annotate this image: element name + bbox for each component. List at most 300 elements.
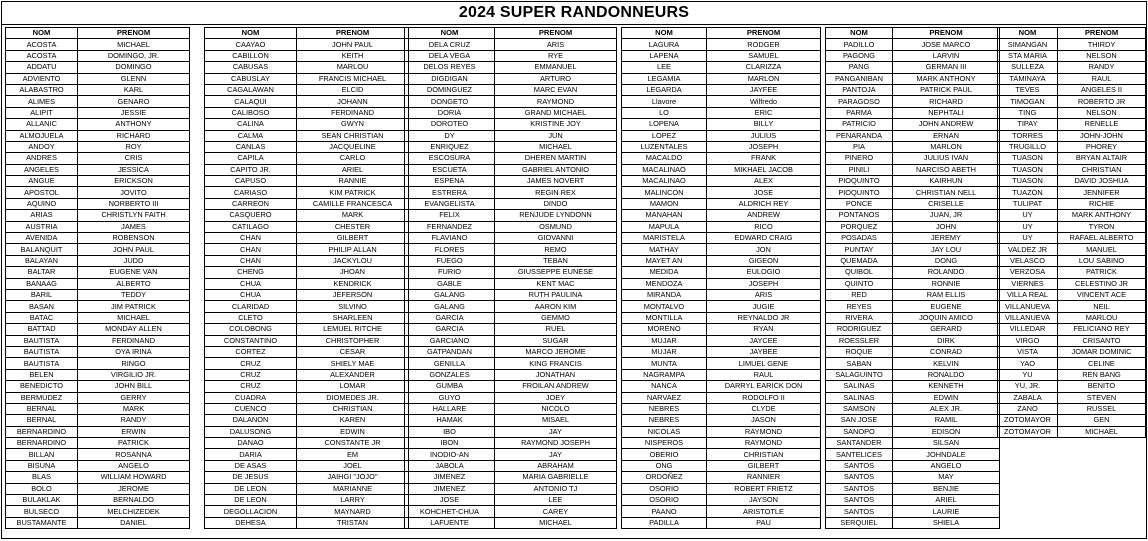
table-row — [6, 381, 190, 392]
prenom-header: PRENOM — [495, 28, 617, 39]
prenom-cell: PATRICK — [78, 438, 190, 449]
nom-cell: DELOS REYES — [405, 62, 495, 73]
prenom-cell: WILLIAM HOWARD — [78, 472, 190, 483]
nom-cell: PANGANIBAN — [826, 73, 893, 84]
prenom-cell: LIMUEL GENE — [707, 358, 821, 369]
prenom-cell: CAREY — [495, 506, 617, 517]
prenom-cell: REMO — [495, 244, 617, 255]
prenom-cell: SAMUEL — [707, 50, 821, 61]
nom-cell: MUJAR — [622, 335, 707, 346]
table-row — [826, 244, 1000, 255]
nom-cell: BASAN — [6, 301, 78, 312]
table-row — [622, 324, 821, 335]
prenom-cell: RICO — [707, 221, 821, 232]
prenom-cell: SHIELY MAE — [297, 358, 409, 369]
prenom-cell: JONATHAN — [495, 369, 617, 380]
nom-cell: PIA — [826, 141, 893, 152]
nom-cell: ACOSTA — [6, 39, 78, 50]
prenom-cell: CLYDE — [707, 403, 821, 414]
table-row — [205, 96, 409, 107]
nom-cell: ALIPIT — [6, 107, 78, 118]
table-row — [826, 449, 1000, 460]
table-row — [622, 495, 821, 506]
table-row — [405, 472, 617, 483]
prenom-cell: EUGENE VAN — [78, 267, 190, 278]
nom-cell: DELA VEGA — [405, 50, 495, 61]
nom-cell: CHAN — [205, 233, 297, 244]
nom-cell: CALINA — [205, 119, 297, 130]
table-row — [405, 289, 617, 300]
table-row — [405, 312, 617, 323]
nom-cell: GALANG — [405, 301, 495, 312]
prenom-cell: ABRAHAM — [495, 460, 617, 471]
prenom-cell: LARVIN — [893, 50, 1000, 61]
prenom-cell: GEMMO — [495, 312, 617, 323]
roster-column-5 — [825, 27, 1000, 529]
prenom-cell: GILBERT — [707, 460, 821, 471]
table-row — [6, 415, 190, 426]
nom-cell: PINILI — [826, 164, 893, 175]
prenom-cell: JAY LOU — [893, 244, 1000, 255]
table-row — [622, 73, 821, 84]
prenom-cell: EDISON — [893, 426, 1000, 437]
prenom-cell: JOHNDALE — [893, 449, 1000, 460]
table-row — [998, 369, 1146, 380]
table-row — [405, 358, 617, 369]
header-row — [205, 28, 409, 39]
table-row — [622, 84, 821, 95]
table-row — [622, 267, 821, 278]
prenom-cell: ANGELO — [893, 460, 1000, 471]
table-row — [405, 381, 617, 392]
table-row — [826, 62, 1000, 73]
table-row — [998, 289, 1146, 300]
prenom-cell: MARK — [78, 403, 190, 414]
table-row — [405, 415, 617, 426]
prenom-cell: JASON — [707, 415, 821, 426]
prenom-cell: ROBENSON — [78, 233, 190, 244]
nom-cell: VISTA — [998, 346, 1058, 357]
prenom-cell: CRISELLE — [893, 198, 1000, 209]
table-row — [205, 73, 409, 84]
nom-cell: BARIL — [6, 289, 78, 300]
table-row — [622, 460, 821, 471]
table-row — [205, 324, 409, 335]
nom-cell: SANTOS — [826, 460, 893, 471]
nom-cell: BERMUDEZ — [6, 392, 78, 403]
prenom-cell: JOHN BILL — [78, 381, 190, 392]
nom-cell: CATILAGO — [205, 221, 297, 232]
table-row — [622, 255, 821, 266]
prenom-cell: KENDRICK — [297, 278, 409, 289]
prenom-cell: JOHN PAUL — [297, 39, 409, 50]
prenom-cell: PHOREY — [1058, 141, 1146, 152]
prenom-cell: SEAN CHRISTIAN — [297, 130, 409, 141]
nom-cell: CHENG — [205, 267, 297, 278]
nom-cell: DE JESUS — [205, 472, 297, 483]
nom-cell: APOSTOL — [6, 187, 78, 198]
table-row — [826, 84, 1000, 95]
prenom-cell: JEROME — [78, 483, 190, 494]
nom-cell: ALMOJUELA — [6, 130, 78, 141]
nom-cell: CHAN — [205, 255, 297, 266]
prenom-cell: JOHN ANDREW — [893, 119, 1000, 130]
nom-cell: MACALINAO — [622, 164, 707, 175]
prenom-cell: LOU SABINO — [1058, 255, 1146, 266]
prenom-cell: RANDY — [1058, 62, 1146, 73]
nom-cell: GARCIA — [405, 324, 495, 335]
table-row — [998, 62, 1146, 73]
table-row — [6, 369, 190, 380]
table-row — [405, 495, 617, 506]
table-row — [826, 267, 1000, 278]
nom-cell: GATPANDAN — [405, 346, 495, 357]
nom-cell: YAO — [998, 358, 1058, 369]
prenom-cell: JAYSON — [707, 495, 821, 506]
table-row — [205, 472, 409, 483]
prenom-cell: KAIRHUN — [893, 176, 1000, 187]
nom-cell: MAMON — [622, 198, 707, 209]
table-row — [622, 198, 821, 209]
nom-cell: MONTILLA — [622, 312, 707, 323]
table-row — [405, 346, 617, 357]
prenom-cell: BENITO — [1058, 381, 1146, 392]
nom-cell: CAAYAO — [205, 39, 297, 50]
table-row — [6, 289, 190, 300]
prenom-cell: ERWIN — [78, 426, 190, 437]
nom-cell: MANAHAN — [622, 210, 707, 221]
table-row — [622, 426, 821, 437]
nom-cell: MENDOZA — [622, 278, 707, 289]
header-row — [6, 28, 190, 39]
prenom-cell: LEE — [495, 495, 617, 506]
table-row — [998, 233, 1146, 244]
nom-cell: NARVAEZ — [622, 392, 707, 403]
nom-cell: CUADRA — [205, 392, 297, 403]
table-row — [998, 96, 1146, 107]
prenom-cell: CHRISTIAN — [297, 403, 409, 414]
table-row — [405, 141, 617, 152]
prenom-cell: SHIELA — [893, 517, 1000, 528]
prenom-cell: ANGELO — [78, 460, 190, 471]
prenom-cell: PHILIP ALLAN — [297, 244, 409, 255]
table-row — [6, 221, 190, 232]
table-row — [6, 255, 190, 266]
table-row — [826, 324, 1000, 335]
prenom-cell: RYE — [495, 50, 617, 61]
prenom-header: PRENOM — [893, 28, 1000, 39]
nom-cell: PENARANDA — [826, 130, 893, 141]
prenom-cell: DIRK — [893, 335, 1000, 346]
nom-cell: BLAS — [6, 472, 78, 483]
prenom-cell: GRAND MICHAEL — [495, 107, 617, 118]
table-row — [6, 301, 190, 312]
table-row — [998, 312, 1146, 323]
nom-cell: VILLANUEVA — [998, 312, 1058, 323]
prenom-cell: JON — [707, 244, 821, 255]
nom-cell: DOMINGUEZ — [405, 84, 495, 95]
table-row — [622, 301, 821, 312]
table-row — [6, 176, 190, 187]
prenom-cell: RICHIE — [1058, 198, 1146, 209]
table-row — [998, 403, 1146, 414]
nom-cell: PAANO — [622, 506, 707, 517]
table-row — [6, 312, 190, 323]
table-row — [405, 324, 617, 335]
table-row — [205, 198, 409, 209]
prenom-cell: ANTONIO TJ — [495, 483, 617, 494]
table-row — [205, 153, 409, 164]
prenom-cell: GWYN — [297, 119, 409, 130]
table-row — [826, 438, 1000, 449]
nom-cell: BISUNA — [6, 460, 78, 471]
table-row — [405, 233, 617, 244]
table-row — [998, 267, 1146, 278]
nom-cell: ZOTOMAYOR — [998, 415, 1058, 426]
table-row — [826, 483, 1000, 494]
prenom-cell: BERNALDO — [78, 495, 190, 506]
prenom-cell: JESSIE — [78, 107, 190, 118]
prenom-cell: JULIUS — [707, 130, 821, 141]
table-row — [6, 107, 190, 118]
prenom-cell: RAYMOND — [495, 96, 617, 107]
nom-cell: BANAAG — [6, 278, 78, 289]
nom-cell: RIVERA — [826, 312, 893, 323]
table-row — [998, 358, 1146, 369]
prenom-cell: ALBERTO — [78, 278, 190, 289]
prenom-cell: JOEY — [495, 392, 617, 403]
prenom-cell: ROSANNA — [78, 449, 190, 460]
prenom-cell: MISAEL — [495, 415, 617, 426]
table-row — [205, 403, 409, 414]
header-row — [405, 28, 617, 39]
prenom-cell: MARCO JEROME — [495, 346, 617, 357]
nom-cell: CUENCO — [205, 403, 297, 414]
nom-cell: SALAGUINTO — [826, 369, 893, 380]
table-row — [405, 119, 617, 130]
nom-cell: ANGELES — [6, 164, 78, 175]
table-row — [205, 107, 409, 118]
roster-column-3 — [404, 27, 617, 529]
prenom-cell: ROLANDO — [893, 267, 1000, 278]
prenom-cell: MARK — [297, 210, 409, 221]
nom-cell: PIOQUINTO — [826, 187, 893, 198]
table-row — [6, 403, 190, 414]
prenom-cell: CHRISTIAN — [1058, 164, 1146, 175]
table-row — [998, 210, 1146, 221]
table-row — [205, 449, 409, 460]
table-row — [405, 164, 617, 175]
header-row — [998, 28, 1146, 39]
table-row — [6, 50, 190, 61]
prenom-cell: KELVIN — [893, 358, 1000, 369]
prenom-cell: KRISTINE JOY — [495, 119, 617, 130]
prenom-cell: EULOGIO — [707, 267, 821, 278]
nom-cell: PONTANOS — [826, 210, 893, 221]
table-row — [205, 358, 409, 369]
table-row — [622, 244, 821, 255]
nom-cell: JIMENEZ — [405, 472, 495, 483]
nom-cell: FLORES — [405, 244, 495, 255]
prenom-cell: ARISTOTLE — [707, 506, 821, 517]
prenom-cell: DARRYL EARICK DON — [707, 381, 821, 392]
prenom-cell: STEVEN — [1058, 392, 1146, 403]
prenom-cell: GIOVANNI — [495, 233, 617, 244]
prenom-cell: NEPHTALI — [893, 107, 1000, 118]
nom-cell: ENRIQUEZ — [405, 141, 495, 152]
table-row — [205, 221, 409, 232]
prenom-cell: DAVID JOSHUA — [1058, 176, 1146, 187]
nom-cell: BERNARDINO — [6, 438, 78, 449]
table-row — [6, 153, 190, 164]
prenom-cell: RONNIE — [893, 278, 1000, 289]
prenom-cell: JHOAN — [297, 267, 409, 278]
table-row — [205, 301, 409, 312]
prenom-cell: EMMANUEL — [495, 62, 617, 73]
prenom-cell: DOMINGO, JR. — [78, 50, 190, 61]
table-row — [6, 198, 190, 209]
prenom-cell: JAYCEE — [707, 335, 821, 346]
prenom-cell: JOQUIN AMICO — [893, 312, 1000, 323]
prenom-cell: CHESTER — [297, 221, 409, 232]
nom-cell: RODRIGUEZ — [826, 324, 893, 335]
nom-cell: ACOSTA — [6, 50, 78, 61]
prenom-cell: JOEL — [297, 460, 409, 471]
nom-cell: GUYO — [405, 392, 495, 403]
prenom-cell: GERRY — [78, 392, 190, 403]
prenom-cell: DANIEL — [78, 517, 190, 528]
nom-cell: MAPULA — [622, 221, 707, 232]
nom-cell: SULLEZA — [998, 62, 1058, 73]
nom-cell: BULAKLAK — [6, 495, 78, 506]
nom-cell: QUINTO — [826, 278, 893, 289]
prenom-cell: TRISTAN — [297, 517, 409, 528]
nom-cell: ANDOY — [6, 141, 78, 152]
table-row — [826, 141, 1000, 152]
table-row — [998, 381, 1146, 392]
prenom-cell: MICHAEL — [78, 312, 190, 323]
prenom-cell: ANTHONY — [78, 119, 190, 130]
table-row — [998, 278, 1146, 289]
prenom-cell: SUGAR — [495, 335, 617, 346]
nom-cell: BALAYAN — [6, 255, 78, 266]
prenom-cell: SILSAN — [893, 438, 1000, 449]
nom-cell: TULIPAT — [998, 198, 1058, 209]
table-row — [205, 426, 409, 437]
table-row — [205, 495, 409, 506]
prenom-cell: MARIANNE — [297, 483, 409, 494]
prenom-cell: RENELLE — [1058, 119, 1146, 130]
table-row — [622, 39, 821, 50]
header-row — [826, 28, 1000, 39]
table-row — [826, 472, 1000, 483]
nom-cell: FERNANDEZ — [405, 221, 495, 232]
nom-cell: CAGALAWAN — [205, 84, 297, 95]
prenom-cell: MICHAEL — [78, 39, 190, 50]
nom-cell: CAPUSO — [205, 176, 297, 187]
table-row — [826, 392, 1000, 403]
prenom-cell: PAU — [707, 517, 821, 528]
nom-cell: ALIMES — [6, 96, 78, 107]
nom-cell: BULSECO — [6, 506, 78, 517]
nom-cell: SANTOS — [826, 472, 893, 483]
prenom-cell: MICHAEL — [495, 517, 617, 528]
nom-cell: PIOQUINTO — [826, 176, 893, 187]
table-row — [998, 255, 1146, 266]
table-row — [405, 84, 617, 95]
prenom-cell: ANDREW — [707, 210, 821, 221]
prenom-cell: CLARIZZA — [707, 62, 821, 73]
prenom-cell: MARK ANTHONY — [1058, 210, 1146, 221]
nom-cell: IBO — [405, 426, 495, 437]
prenom-cell: JACKYLOU — [297, 255, 409, 266]
nom-cell: FURIO — [405, 267, 495, 278]
prenom-cell: JUN — [495, 130, 617, 141]
prenom-cell: PATRICK PAUL — [893, 84, 1000, 95]
prenom-cell: GERARD — [893, 324, 1000, 335]
prenom-cell: RICHARD — [78, 130, 190, 141]
table-row — [998, 176, 1146, 187]
nom-cell: DANAO — [205, 438, 297, 449]
table-row — [6, 460, 190, 471]
nom-cell: NISPEROS — [622, 438, 707, 449]
prenom-cell: NARCISO ABETH — [893, 164, 1000, 175]
prenom-cell: MARLON — [707, 73, 821, 84]
nom-cell: TEVES — [998, 84, 1058, 95]
nom-cell: BERNAL — [6, 403, 78, 414]
table-row — [6, 278, 190, 289]
nom-cell: GENILLA — [405, 358, 495, 369]
nom-cell: OSORIO — [622, 495, 707, 506]
nom-cell: CALIBOSO — [205, 107, 297, 118]
table-row — [405, 426, 617, 437]
nom-cell: MUNTA — [622, 358, 707, 369]
table-row — [6, 483, 190, 494]
nom-cell: DONGETO — [405, 96, 495, 107]
roster-column-1 — [5, 27, 190, 529]
prenom-cell: JOSE MARCO — [893, 39, 1000, 50]
prenom-cell: PATRICK — [1058, 267, 1146, 278]
prenom-cell: SILVINO — [297, 301, 409, 312]
table-row — [205, 267, 409, 278]
table-row — [205, 278, 409, 289]
table-row — [826, 381, 1000, 392]
nom-cell: VILLEDAR — [998, 324, 1058, 335]
table-row — [405, 210, 617, 221]
nom-cell: SAN JOSE — [826, 415, 893, 426]
table-row — [622, 107, 821, 118]
prenom-cell: RAFAEL ALBERTO — [1058, 233, 1146, 244]
nom-cell: TUASON — [998, 164, 1058, 175]
table-row — [826, 119, 1000, 130]
table-row — [205, 438, 409, 449]
table-row — [826, 73, 1000, 84]
table-row — [205, 369, 409, 380]
sheet-title: 2024 SUPER RANDONNEURS — [2, 2, 1146, 25]
table-row — [998, 335, 1146, 346]
prenom-cell: AARON KIM — [495, 301, 617, 312]
prenom-cell: GIGEON — [707, 255, 821, 266]
roster-column-2 — [204, 27, 409, 529]
prenom-cell: DINDO — [495, 198, 617, 209]
nom-cell: VILLA REAL — [998, 289, 1058, 300]
table-row — [622, 96, 821, 107]
table-row — [622, 62, 821, 73]
prenom-cell: NELSON — [1058, 50, 1146, 61]
roster-sheet — [1, 1, 1147, 539]
table-row — [6, 358, 190, 369]
nom-cell: GALANG — [405, 289, 495, 300]
